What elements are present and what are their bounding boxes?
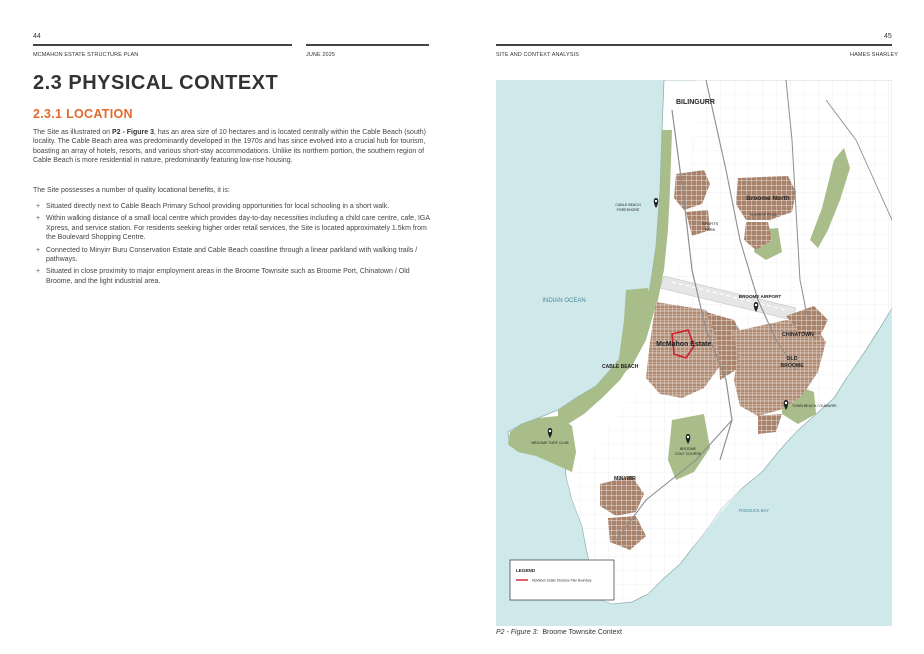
label-minyirr: MINYIRR (614, 476, 636, 482)
list-item: + Within walking distance of a small local centre which provides day-to-day necessities including a child care centre, cafe, IGA Xpress, and service station. For residents seeking higher order retail services, the Site is located approximately 1.5km from the Boulevard Shopping Centre. (36, 215, 430, 242)
figure-reference: P2 - Figure 3 (112, 129, 155, 136)
plus-bullet-icon: + (36, 215, 41, 223)
section-title: 2.3 PHYSICAL CONTEXT (33, 72, 279, 94)
label-cable-beach: CABLE BEACH (602, 364, 639, 370)
svg-text:FORESHORE: FORESHORE (616, 208, 640, 212)
label-broome-airport: BROOME AIRPORT (738, 294, 782, 299)
header-rule-right (496, 44, 892, 46)
subsection-title: 2.3.1 LOCATION (33, 107, 133, 121)
svg-text:PARK: PARK (704, 227, 716, 232)
broome-townsite-map (496, 80, 892, 626)
label-broome-north: Broome North (746, 195, 790, 202)
list-item: + Connected to Minyirr Buru Conservation Estate and Cable Beach coastline through a linear parkland with walking trails / pathways. (36, 246, 418, 263)
list-item: + Situated directly next to Cable Beach Primary School providing opportunities for local schooling in a short walk. (36, 203, 390, 210)
header-rule-left-1 (33, 44, 292, 46)
company-name: HAMES SHARLEY (850, 52, 899, 58)
header-rule-left-2 (306, 44, 429, 46)
section-header: SITE AND CONTEXT ANALYSIS (496, 52, 579, 58)
map-legend (510, 560, 614, 600)
label-bilingurr: BILINGURR (676, 99, 715, 106)
legend-title: LEGEND (516, 568, 536, 573)
label-old-broome: OLD (786, 356, 798, 362)
label-cable-beach-foreshore: CABLE BEACH (615, 203, 641, 207)
label-mcmahon-estate: McMahon Estate (656, 341, 712, 348)
label-roebuck-bay: ROEBUCK BAY (739, 508, 769, 513)
label-broome-turf-club: BROOME TURF CLUB (531, 441, 569, 445)
figure-caption: P2 - Figure 3: Broome Townsite Context (496, 629, 622, 636)
document-date: JUNE 2025 (306, 52, 336, 58)
label-indian-ocean: INDIAN OCEAN (542, 298, 586, 304)
plus-bullet-icon: + (36, 203, 41, 210)
legend-item-boundary: McMahon Estate Structure Plan Boundary (532, 578, 592, 583)
list-item: + Situated in close proximity to major employment areas in the Broome Townsite such as Broome Port, Chinatown / Old Broome, and the light industrial area. (36, 268, 410, 285)
svg-text:BROOME: BROOME (780, 363, 804, 369)
label-town-beach: TOWN BEACH / GUWARRI (792, 404, 837, 408)
right-page-number: 45 (884, 33, 892, 40)
benefits-list (33, 202, 437, 289)
benefits-intro: The Site possesses a number of quality locational benefits, it is: (33, 187, 230, 194)
location-paragraph: The Site as illustrated on P2 - Figure 3, has an area size of 10 hectares and is located centrally within the Cable Beach (south) locality. The Cable Beach area was predominantly developed in the 1970s and has since evolved into a crucial hub for tourism, boasting an array of hotels, resorts, and various short-stay accommodations. Unlike its northern portion, the southern region of Cable Beach is more residential in nature, predominantly featuring low-rise housing. (33, 129, 427, 164)
svg-text:GOLF COURSE: GOLF COURSE (674, 452, 702, 456)
left-page-number: 44 (33, 33, 41, 40)
label-sports-park: SPORTS (701, 221, 719, 226)
plus-bullet-icon: + (36, 246, 41, 254)
label-golf-course: BROOME (680, 447, 696, 451)
label-chinatown: CHINATOWN (782, 332, 814, 338)
document-title: MCMAHON ESTATE STRUCTURE PLAN (33, 52, 139, 58)
plus-bullet-icon: + (36, 268, 41, 276)
label-sunrise-road: SUNRISE ROAD (750, 213, 778, 217)
